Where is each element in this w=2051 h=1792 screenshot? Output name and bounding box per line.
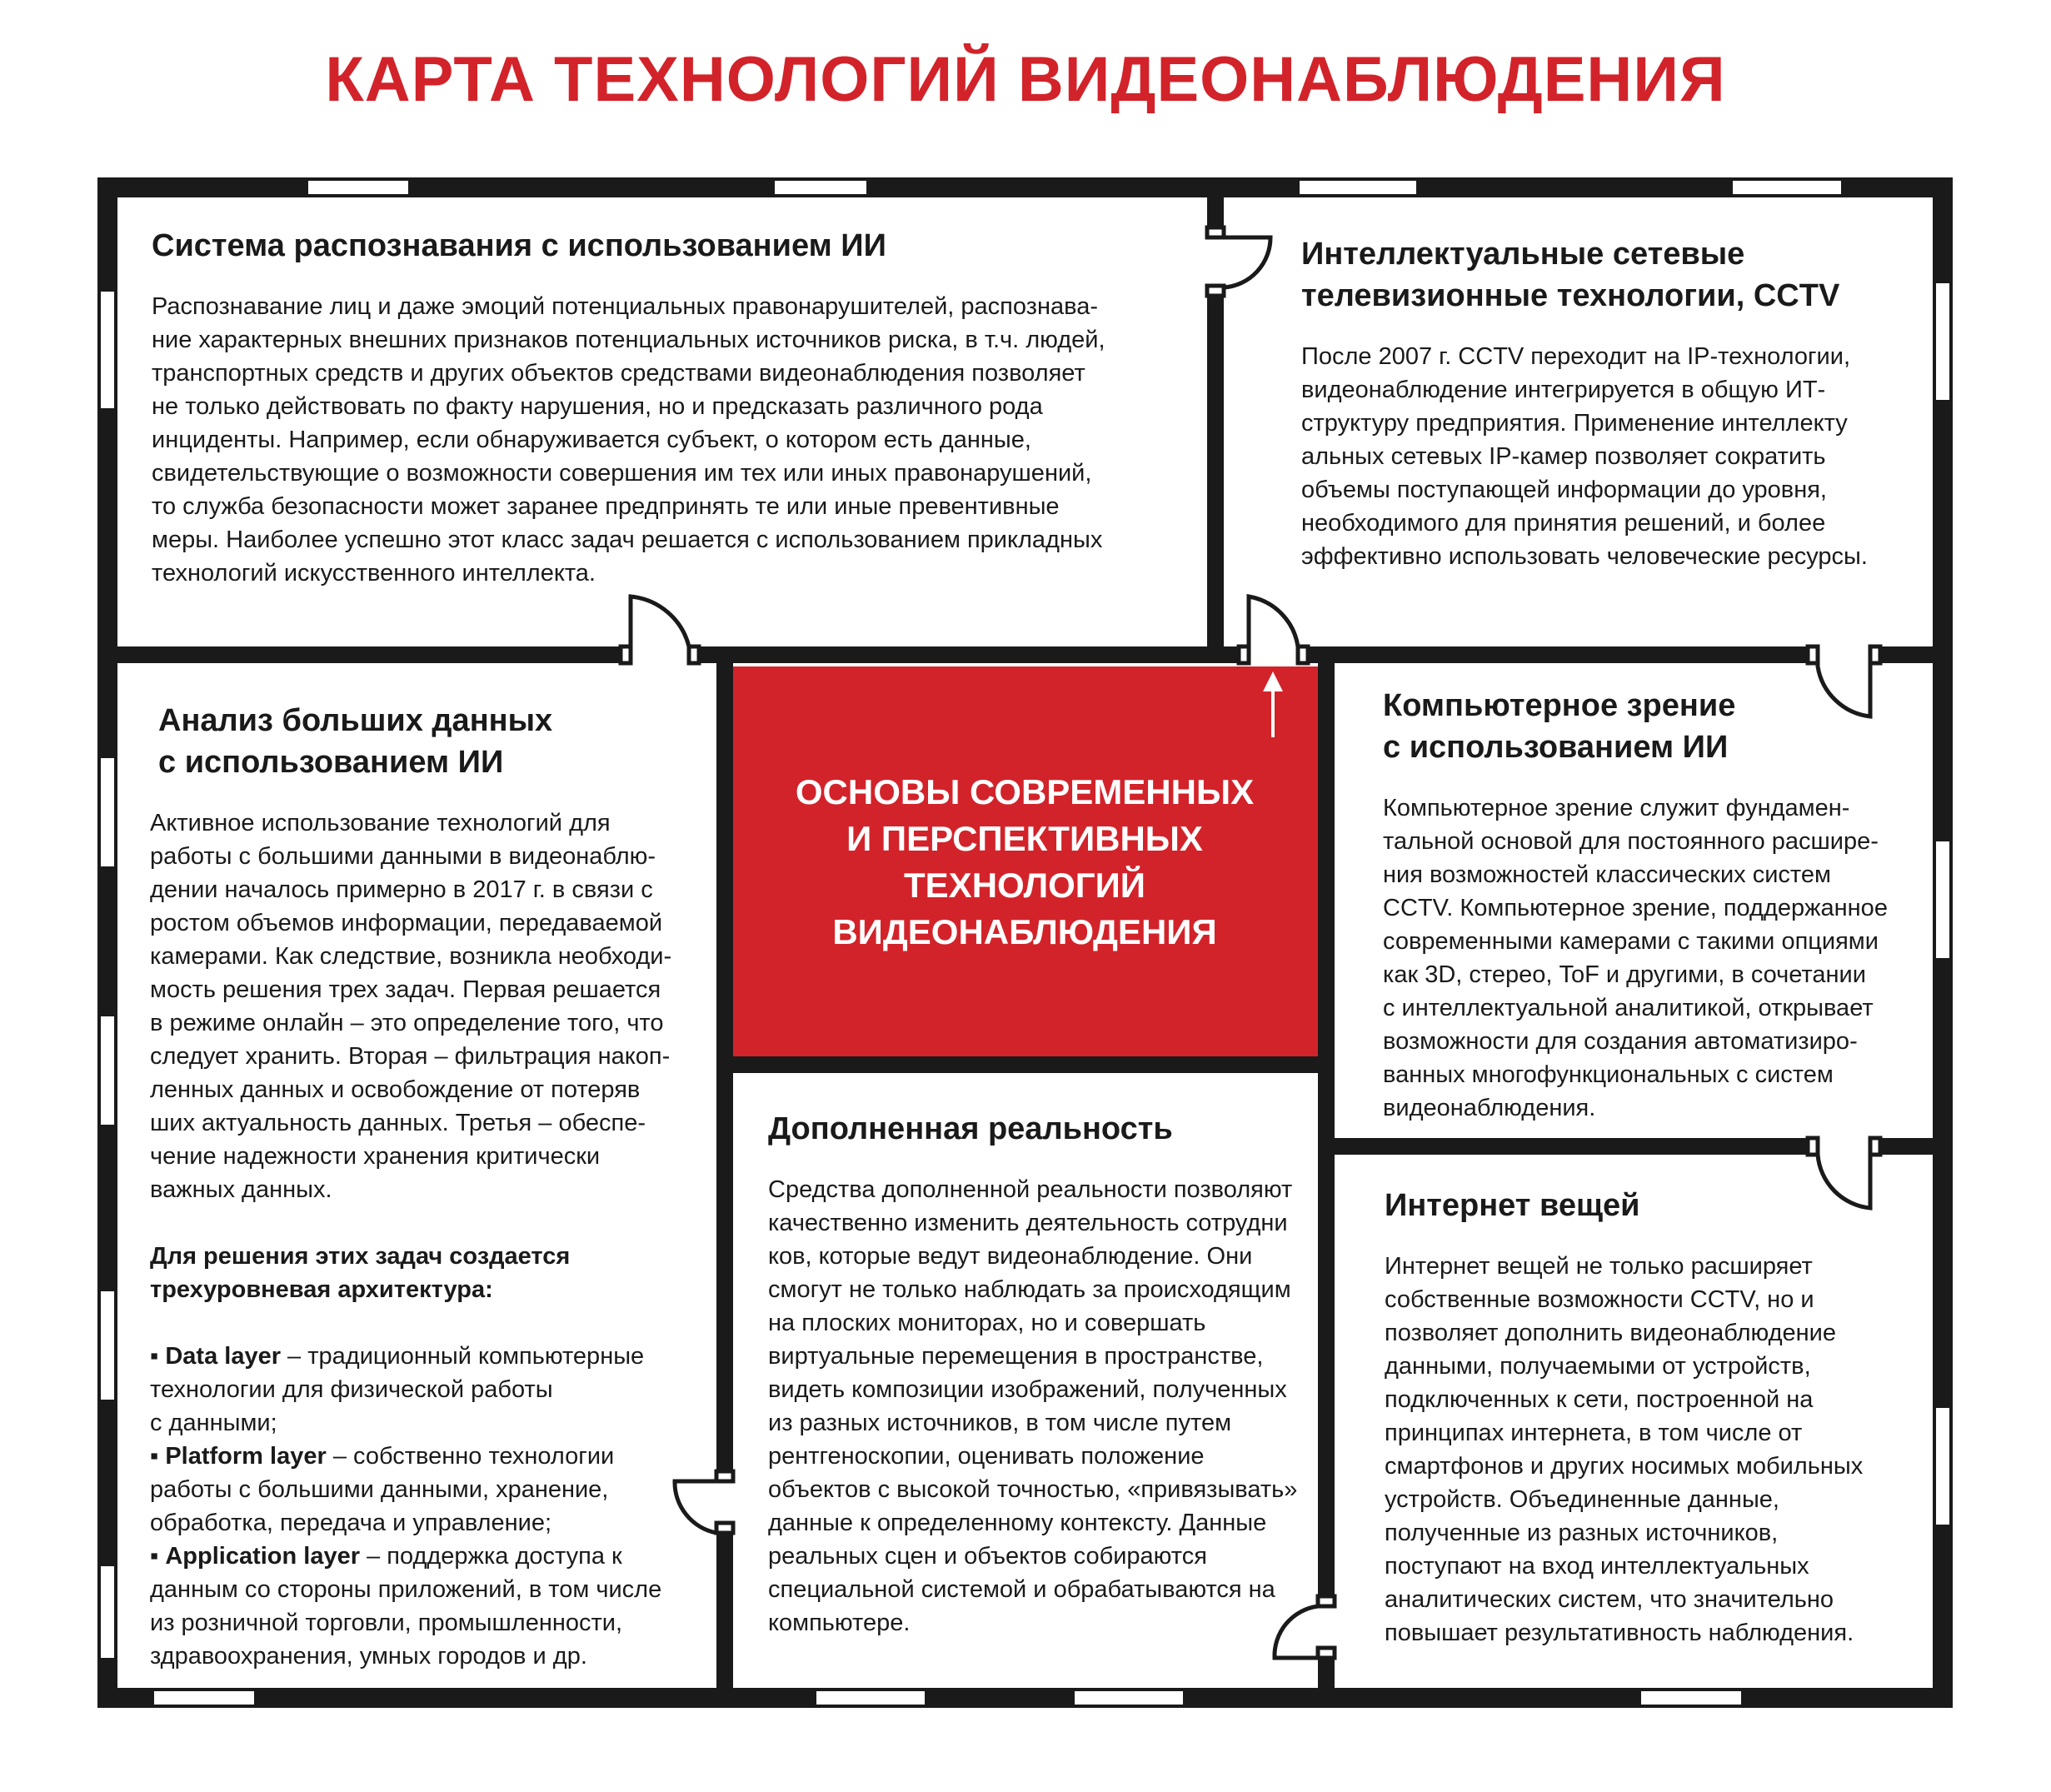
text-line: современными камерами с такими опциями [1383, 928, 1879, 955]
bullet-icon: ▪ [150, 1443, 166, 1470]
text-line: собственные возможности CCTV, но и [1385, 1286, 1814, 1313]
text-line: поступают на вход интеллектуальных [1385, 1553, 1809, 1580]
window-bottom-1 [154, 1691, 254, 1705]
text-line: в режиме онлайн – это определение того, что [150, 1010, 664, 1036]
text-line: камерами. Как следствие, возникла необходи- [150, 943, 672, 970]
text-line: дении началось примерно в 2017 г. в связи с [150, 876, 653, 903]
text-line: подключенных к сети, построенной на [1385, 1386, 1814, 1413]
bullet-icon: ▪ [150, 1343, 166, 1370]
text-line: Распознавание лиц и даже эмоций потенциальных правонарушителей, распознава- [152, 293, 1098, 320]
room-text [1301, 340, 1926, 573]
text-line: видеонаблюдение интегрируется в общую ИТ- [1301, 377, 1826, 403]
text-line: чение надежности хранения критически [150, 1143, 601, 1170]
room-title-line: с использованием ИИ [1383, 730, 1729, 765]
window-left-3 [101, 1016, 114, 1125]
architecture-heading [150, 1240, 708, 1306]
layer-line: работы с большими данными, хранение, [150, 1476, 609, 1503]
room-title: Дополненная реальность [768, 1111, 1173, 1146]
text-line: мость решения трех задач. Первая решается [150, 976, 661, 1003]
layer-name: Application layer [165, 1543, 361, 1570]
text-line: ленных данных и освобождение от потеряв [150, 1076, 641, 1103]
room-computer-vision [1383, 685, 1924, 1125]
room-iot [1385, 1185, 1926, 1650]
text-line: ния возможностей классических систем [1383, 861, 1831, 888]
text-line: Компьютерное зрение служит фундамен- [1383, 795, 1850, 821]
room-text [768, 1173, 1318, 1640]
text-line: инциденты. Например, если обнаруживается субъект, о котором есть данные, [152, 427, 1031, 453]
text-line: транспортных средств и других объектов средствами видеонаблюдения позволяет [152, 360, 1085, 387]
text-line: специальной системой и обрабатываются на [768, 1576, 1275, 1603]
bullet-icon: ▪ [150, 1543, 166, 1570]
text-line: технологий искусственного интеллекта. [152, 560, 596, 587]
window-bottom-4 [1641, 1691, 1741, 1705]
text-line: как 3D, стерео, ToF и другими, в сочетании [1383, 961, 1866, 988]
center-line: И ПЕРСПЕКТИВНЫХ [846, 819, 1203, 858]
window-left-5 [101, 1566, 114, 1658]
text-line: на плоских мониторах, но и совершать [768, 1310, 1206, 1336]
layer-name: Platform layer [165, 1443, 327, 1470]
window-left-2 [101, 758, 114, 866]
text-line: Интернет вещей не только расширяет [1385, 1253, 1813, 1280]
layer-description: – собственно технологии [326, 1443, 615, 1470]
text-line: ванных многофункциональных с систем [1383, 1061, 1834, 1088]
text-line: видеть композиции изображений, полученных [768, 1376, 1287, 1403]
center-line: ОСНОВЫ СОВРЕМЕННЫХ [795, 772, 1255, 811]
text-line: ших актуальность данных. Третья – обеспе- [150, 1110, 646, 1136]
window-top-1 [308, 181, 408, 194]
layer-line: здравоохранения, умных городов и др. [150, 1643, 587, 1670]
layer-line: с данными; [150, 1410, 277, 1436]
layer-line [150, 1540, 708, 1573]
text-line: аналитических систем, что значительно [1385, 1586, 1834, 1613]
text-line: видеонаблюдения. [1383, 1095, 1596, 1121]
text-line: После 2007 г. CCTV переходит на IP-технологии, [1301, 343, 1850, 370]
center-line: ТЕХНОЛОГИЙ [904, 866, 1145, 905]
room-title [1301, 233, 1926, 317]
room-cctv [1301, 233, 1926, 573]
room-big-data [150, 700, 708, 1673]
window-top-4 [1733, 181, 1841, 194]
room-title [158, 700, 708, 783]
layer-description: – поддержка доступа к [360, 1543, 622, 1570]
text-line: рентгеноскопии, оценивать положение [768, 1443, 1205, 1470]
text-line: позволяет дополнить видеонаблюдение [1385, 1320, 1836, 1346]
door-right-top [1239, 597, 1308, 663]
text-line: то служба безопасности может заранее предпринять те или иные превентивные [152, 493, 1060, 520]
room-title: Система распознавания с использованием ИИ [152, 228, 886, 263]
layer-line [150, 1440, 708, 1473]
text-line: устройств. Объединенные данные, [1385, 1486, 1779, 1513]
layer-line: обработка, передача и управление; [150, 1510, 552, 1536]
room-title [1383, 685, 1924, 768]
room-text [1385, 1250, 1926, 1650]
text-line: полученные из разных источников, [1385, 1520, 1779, 1546]
text-line: важных данных. [150, 1176, 332, 1203]
text-line: компьютере. [768, 1610, 911, 1636]
text-line: ков, которые ведут видеонаблюдение. Они [768, 1243, 1253, 1270]
text-line: данными, получаемыми от устройств, [1385, 1353, 1811, 1380]
room-text [1383, 791, 1924, 1125]
text-line: реальных сцен и объектов собираются [768, 1543, 1207, 1570]
text-line: трехуровневая архитектура: [150, 1276, 493, 1303]
room-text [150, 806, 708, 1206]
text-line: объемы поступающей информации до уровня, [1301, 477, 1827, 503]
text-line: Активное использование технологий для [150, 810, 611, 836]
window-right-1 [1936, 283, 1949, 400]
window-left-1 [101, 292, 114, 408]
text-line: следует хранить. Вторая – фильтрация накоп- [150, 1043, 671, 1070]
window-right-2 [1936, 841, 1949, 958]
text-line: структуру предприятия. Применение интеллекту [1301, 410, 1848, 437]
door-top-middle [1207, 227, 1270, 296]
layer-line [150, 1340, 708, 1373]
room-title-line: Анализ больших данных [158, 703, 553, 738]
text-line: работы с большими данными в видеонаблю- [150, 843, 656, 870]
text-line: тальной основой для постоянного расшире- [1383, 828, 1879, 855]
room-text [152, 290, 1185, 590]
text-line: из разных источников, в том числе путем [768, 1410, 1232, 1436]
text-line: свидетельствующие о возможности совершения им тех или иных правонарушений, [152, 460, 1092, 487]
text-line: эффективно использовать человеческие ресурсы. [1301, 543, 1868, 570]
center-heading [733, 666, 1316, 1058]
room-title-line: Интеллектуальные сетевые [1301, 237, 1745, 272]
room-ai-recognition [152, 225, 1185, 590]
text-line: принципах интернета, в том числе от [1385, 1420, 1803, 1446]
text-line: не только действовать по факту нарушения, но и предсказать различного рода [152, 393, 1043, 420]
text-line: ростом объемов информации, передаваемой [150, 910, 663, 936]
room-title-line: Компьютерное зрение [1383, 688, 1736, 723]
text-line: ние характерных внешних признаков потенциальных источников риска, в т.ч. людей, [152, 327, 1105, 353]
window-left-4 [101, 1291, 114, 1400]
text-line: данные к определенному контексту. Данные [768, 1510, 1267, 1536]
text-line: объектов с высокой точностью, «привязывать» [768, 1476, 1298, 1503]
map-title: КАРТА ТЕХНОЛОГИЙ ВИДЕОНАБЛЮДЕНИЯ [325, 44, 1726, 115]
text-line: Для решения этих задач создается [150, 1243, 571, 1270]
text-line: повышает результативность наблюдения. [1385, 1620, 1854, 1646]
window-bottom-3 [1075, 1691, 1183, 1705]
layer-name: Data layer [165, 1343, 281, 1370]
window-bottom-2 [816, 1691, 925, 1705]
window-top-2 [775, 181, 866, 194]
text-line: меры. Наиболее успешно этот класс задач решается с использованием прикладных [152, 527, 1103, 553]
layer-line: данным со стороны приложений, в том числе [150, 1576, 662, 1603]
window-top-3 [1300, 181, 1416, 194]
room-title-line: с использованием ИИ [158, 745, 504, 780]
text-line: альных сетевых IP-камер позволяет сократить [1301, 443, 1826, 470]
layer-description: – традиционный компьютерные [281, 1343, 645, 1370]
text-line: виртуальные перемещения в пространстве, [768, 1343, 1264, 1370]
room-title: Интернет вещей [1385, 1188, 1640, 1223]
room-title-line: телевизионные технологии, CCTV [1301, 278, 1840, 313]
architecture-layers [150, 1340, 708, 1673]
text-line: смартфонов и других носимых мобильных [1385, 1453, 1864, 1480]
layer-line: технологии для физической работы [150, 1376, 553, 1403]
room-augmented-reality [768, 1108, 1318, 1640]
text-line: смогут не только наблюдать за происходящим [768, 1276, 1291, 1303]
text-line: с интеллектуальной аналитикой, открывает [1383, 995, 1874, 1021]
window-right-3 [1936, 1408, 1949, 1525]
text-line: Средства дополненной реальности позволяют [768, 1176, 1293, 1203]
text-line: качественно изменить деятельность сотрудни [768, 1210, 1288, 1236]
text-line: необходимого для принятия решений, и более [1301, 510, 1826, 537]
text-line: возможности для создания автоматизиро- [1383, 1028, 1858, 1055]
center-line: ВИДЕОНАБЛЮДЕНИЯ [832, 912, 1217, 951]
layer-line: из розничной торговли, промышленности, [150, 1610, 623, 1636]
text-line: CCTV. Компьютерное зрение, поддержанное [1383, 895, 1888, 921]
door-left-top [621, 597, 699, 663]
